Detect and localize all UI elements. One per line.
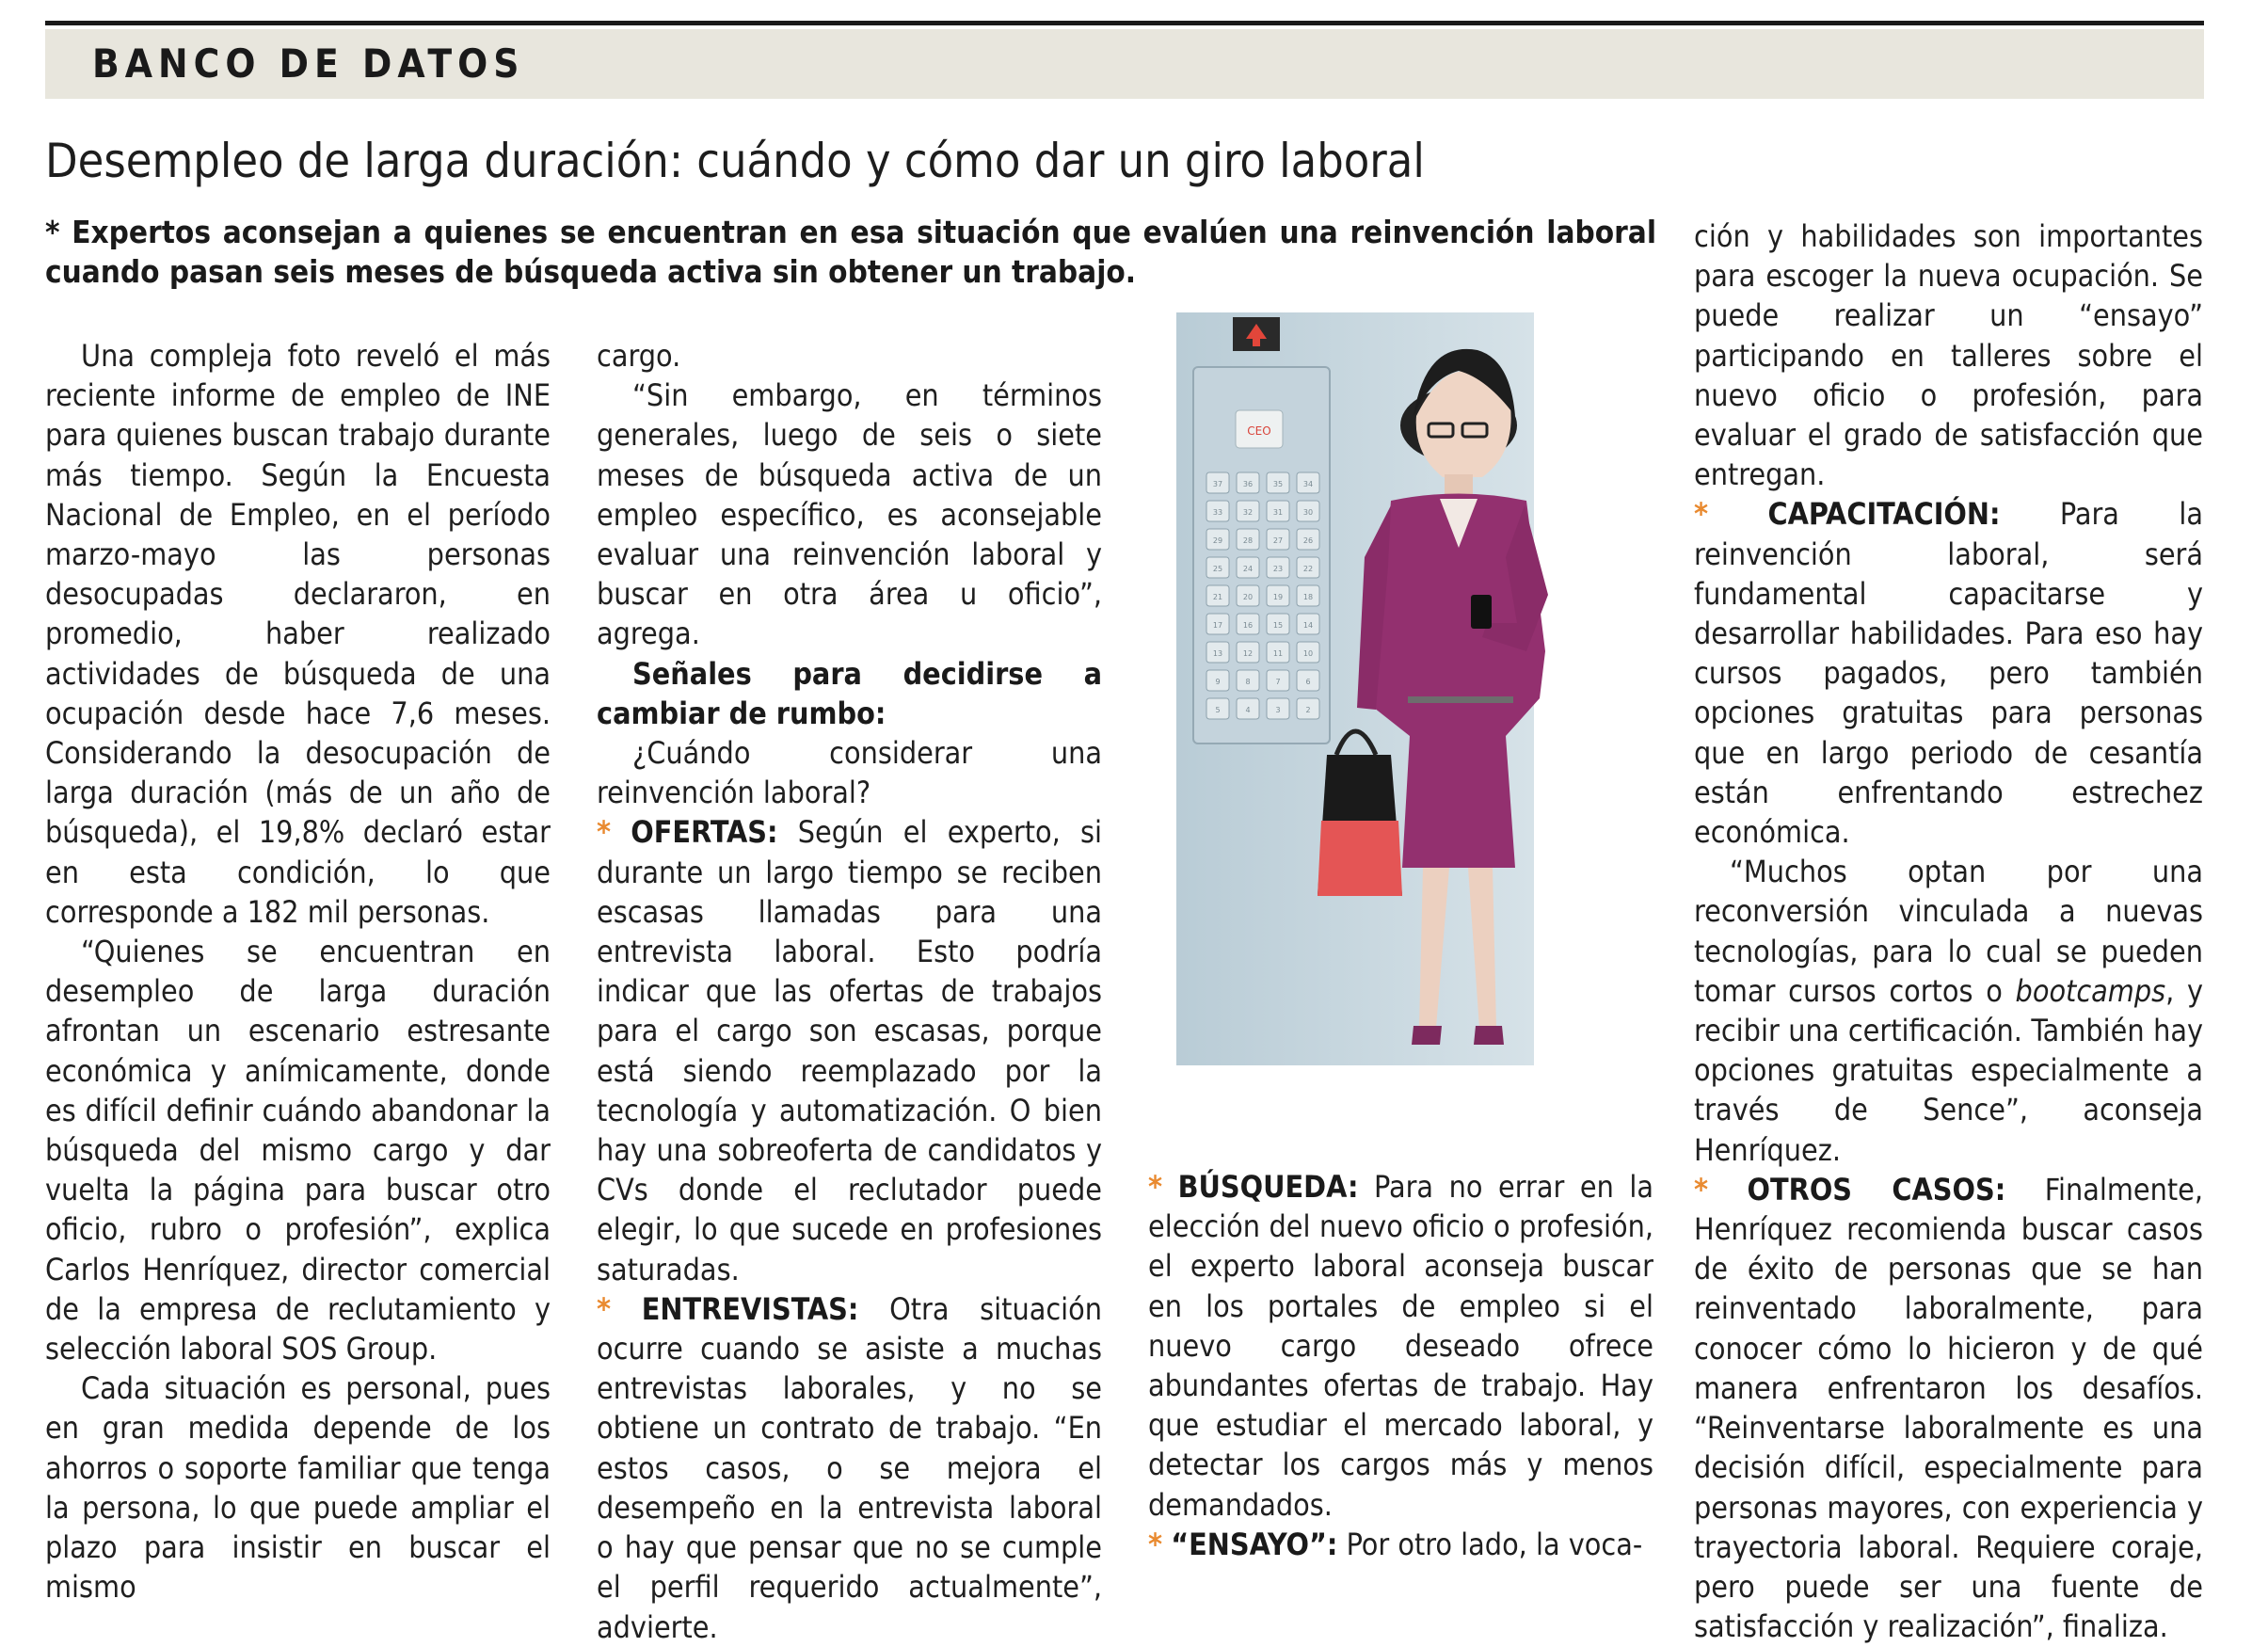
asterisk-bullet: *	[1694, 496, 1709, 533]
keypad-button-label: 8	[1245, 678, 1251, 686]
tip-label: OFERTAS:	[631, 814, 778, 851]
paragraph: Una compleja foto reveló el más reciente informe de empleo de INE para quienes buscan trabajo durante más tiempo. Según la Encuesta Nacional de Empleo, en el período marzo-mayo las personas desocupadas declararon, en promedio, haber realizado actividades de búsqueda de una ocupación desde hace 7,6 meses. Considerando la desocupación de larga duración (más de un año de búsqueda), el 19,8% declaró estar en esta condición, lo que corresponde a 182 mil personas.	[45, 338, 551, 930]
handbag-panel	[1318, 821, 1402, 896]
tip-ensayo	[1148, 1525, 1653, 1564]
keypad-button-label: 25	[1212, 565, 1223, 573]
keypad-button-label: 17	[1212, 621, 1223, 630]
phone-icon	[1471, 595, 1492, 629]
keypad-button-label: 2	[1305, 706, 1311, 714]
shoe	[1412, 1026, 1442, 1045]
belt	[1408, 696, 1513, 703]
paragraph: cargo.	[597, 338, 681, 374]
paragraph-part: , y recibir una certificación. También hay opciones gratuitas especialmente a través de Sence”, aconseja Henríquez.	[1694, 972, 2204, 1168]
section-bar	[45, 29, 2204, 99]
article-headline: Desempleo de larga duración: cuándo y cómo dar un giro laboral	[45, 134, 1425, 188]
asterisk-bullet: *	[1148, 1526, 1163, 1562]
tip-text: Otra situación ocurre cuando se asiste a muchas entrevistas laborales, y no se obtiene un contrato de trabajo. “En estos casos, o se mejora el desempeño en la entrevista laboral o hay que pensar que no se cumple el perfil requerido actualmente”, advierte.	[597, 1290, 1103, 1645]
asterisk-bullet: *	[597, 814, 612, 851]
keypad-button-label: 18	[1302, 593, 1314, 601]
article-subhead: * Expertos aconsejan a quienes se encuentran en esa situación que evalúen una reinvención laboral cuando pasan seis meses de búsqueda activa sin obtener un trabajo.	[45, 214, 1656, 290]
paragraph	[1694, 852, 2203, 1170]
section-label: BANCO DE DATOS	[92, 40, 525, 87]
keypad-button-label: 14	[1302, 621, 1314, 630]
asterisk-bullet: *	[597, 1290, 612, 1327]
keypad-button-label: 12	[1242, 649, 1254, 658]
tip-label: “ENSAYO”:	[1171, 1526, 1338, 1562]
ceo-button-label: CEO	[1247, 424, 1271, 438]
asterisk-bullet: *	[1694, 1171, 1709, 1207]
keypad-button-label: 36	[1242, 480, 1254, 488]
keypad-button-label: 28	[1242, 536, 1254, 545]
asterisk-bullet: *	[1148, 1169, 1163, 1205]
tip-label: CAPACITACIÓN:	[1767, 496, 2001, 533]
keypad-button-label: 21	[1212, 593, 1223, 601]
keypad-button-label: 20	[1242, 593, 1254, 601]
tip-busqueda	[1148, 1167, 1653, 1525]
keypad-button-label: 31	[1272, 508, 1284, 517]
woman-elevator-illustration	[1176, 312, 1590, 1169]
keypad-button-label: 4	[1245, 706, 1251, 714]
keypad-button-label: 29	[1212, 536, 1223, 545]
tip-label: BÚSQUEDA:	[1177, 1169, 1359, 1205]
tip-entrevistas	[597, 1289, 1102, 1647]
subheading	[597, 654, 1102, 733]
tip-label: OTROS CASOS:	[1747, 1171, 2006, 1207]
keypad-button-label: 34	[1302, 480, 1314, 488]
paragraph: ¿Cuándo considerar una reinvención laboral?	[597, 735, 1102, 811]
keypad-button-label: 22	[1302, 565, 1314, 573]
paragraph: “Quienes se encuentran en desempleo de larga duración afrontan un escenario estresante económica y anímicamente, donde es difícil definir cuándo abandonar la búsqueda del mismo cargo y dar vuelta la página para buscar otro oficio, rubro o profesión”, explica Carlos Henríquez, director comercial de la empresa de reclutamiento y selección laboral SOS Group.	[45, 934, 551, 1367]
keypad-button-label: 37	[1212, 480, 1223, 488]
keypad-button-label: 19	[1272, 593, 1284, 601]
article-column-4	[1694, 216, 2203, 1646]
paragraph-part: “Muchos optan por una reconversión vinculada a nuevas tecnologías, para lo cual se pueden tomar cursos cortos o	[1694, 854, 2203, 1009]
tip-otros-casos	[1694, 1170, 2203, 1646]
tip-text: Para la reinvención laboral, será fundamental capacitarse y desarrollar habilidades. Para eso hay cursos pagados, pero también opciones gratuitas para personas que en largo periodo de cesantía están enfrentando estrechez económica.	[1694, 496, 2203, 851]
article-column-2	[597, 336, 1102, 1647]
keypad-button-label: 23	[1272, 565, 1284, 573]
keypad-button-label: 9	[1215, 678, 1221, 686]
paragraph: “Sin embargo, en términos generales, luego de seis o siete meses de búsqueda activa de un empleo específico, es aconsejable evaluar una reinvención laboral y buscar en otra área u oficio”, agrega.	[597, 377, 1102, 652]
emphasis-text: bootcamps	[2015, 972, 2166, 1009]
article-column-1	[45, 336, 551, 1607]
keypad-button-label: 11	[1272, 649, 1284, 658]
keypad-button-label: 24	[1242, 565, 1254, 573]
keypad-button-label: 35	[1272, 480, 1284, 488]
keypad-button-label: 10	[1302, 649, 1314, 658]
keypad-button-label: 26	[1302, 536, 1314, 545]
keypad-button-label: 15	[1272, 621, 1284, 630]
keypad-button-label: 5	[1215, 706, 1221, 714]
tip-capacitacion	[1694, 494, 2203, 852]
keypad-button-label: 16	[1242, 621, 1254, 630]
tip-text: Por otro lado, la voca-	[1346, 1526, 1643, 1562]
keypad-button-label: 33	[1212, 508, 1223, 517]
tip-text: Para no errar en la elección del nuevo oficio o profesión, el experto laboral aconseja buscar en los portales de empleo si el nuevo cargo deseado ofrece abundantes ofertas de trabajo. Hay que estudiar el mercado laboral, y detectar los cargos más y menos demandados.	[1148, 1169, 1654, 1523]
keypad-button-label: 13	[1212, 649, 1223, 658]
keypad-button-label: 32	[1242, 508, 1254, 517]
keypad-button-label: 30	[1302, 508, 1314, 517]
article-column-3	[1148, 1167, 1653, 1564]
top-rule	[45, 21, 2204, 25]
tip-label: ENTREVISTAS:	[641, 1290, 859, 1327]
tip-text: Según el experto, si durante un largo tiempo se reciben escasas llamadas para una entrevista laboral. Esto podría indicar que las ofertas de trabajos para el cargo son escasas, porque está siendo reemplazado por la tecnología y automatización. O bien hay una sobreoferta de candidatos y CVs donde el reclutador puede elegir, lo que sucede en profesiones saturadas.	[597, 814, 1102, 1287]
keypad-button-label: 7	[1275, 678, 1281, 686]
paragraph: ción y habilidades son importantes para escoger la nueva ocupación. Se puede realizar un “ensayo” participando en talleres sobre el nuevo oficio o profesión, para evaluar el grado de satisfacción que entregan.	[1694, 218, 2203, 493]
subheading-text: Señales para decidirse a cambiar de rumbo:	[597, 655, 1102, 731]
tip-ofertas	[597, 812, 1102, 1288]
keypad-button-label: 3	[1275, 706, 1281, 714]
keypad-button-label: 27	[1272, 536, 1284, 545]
tip-text: Finalmente, Henríquez recomienda buscar casos de éxito de personas que se han reinventado laboralmente, para conocer cómo lo hicieron y de qué manera enfrentaron los desafíos. “Reinventarse laboralmente es una decisión difícil, especialmente para personas mayores, con experiencia y trayectoria laboral. Requiere coraje, pero puede ser una fuente de satisfacción y realización”, finaliza.	[1694, 1171, 2203, 1645]
keypad-button-label: 6	[1305, 678, 1311, 686]
paragraph: Cada situación es personal, pues en gran medida depende de los ahorros o soporte familiar que tenga la persona, lo que puede ampliar el plazo para insistir en buscar el mismo	[45, 1370, 551, 1606]
